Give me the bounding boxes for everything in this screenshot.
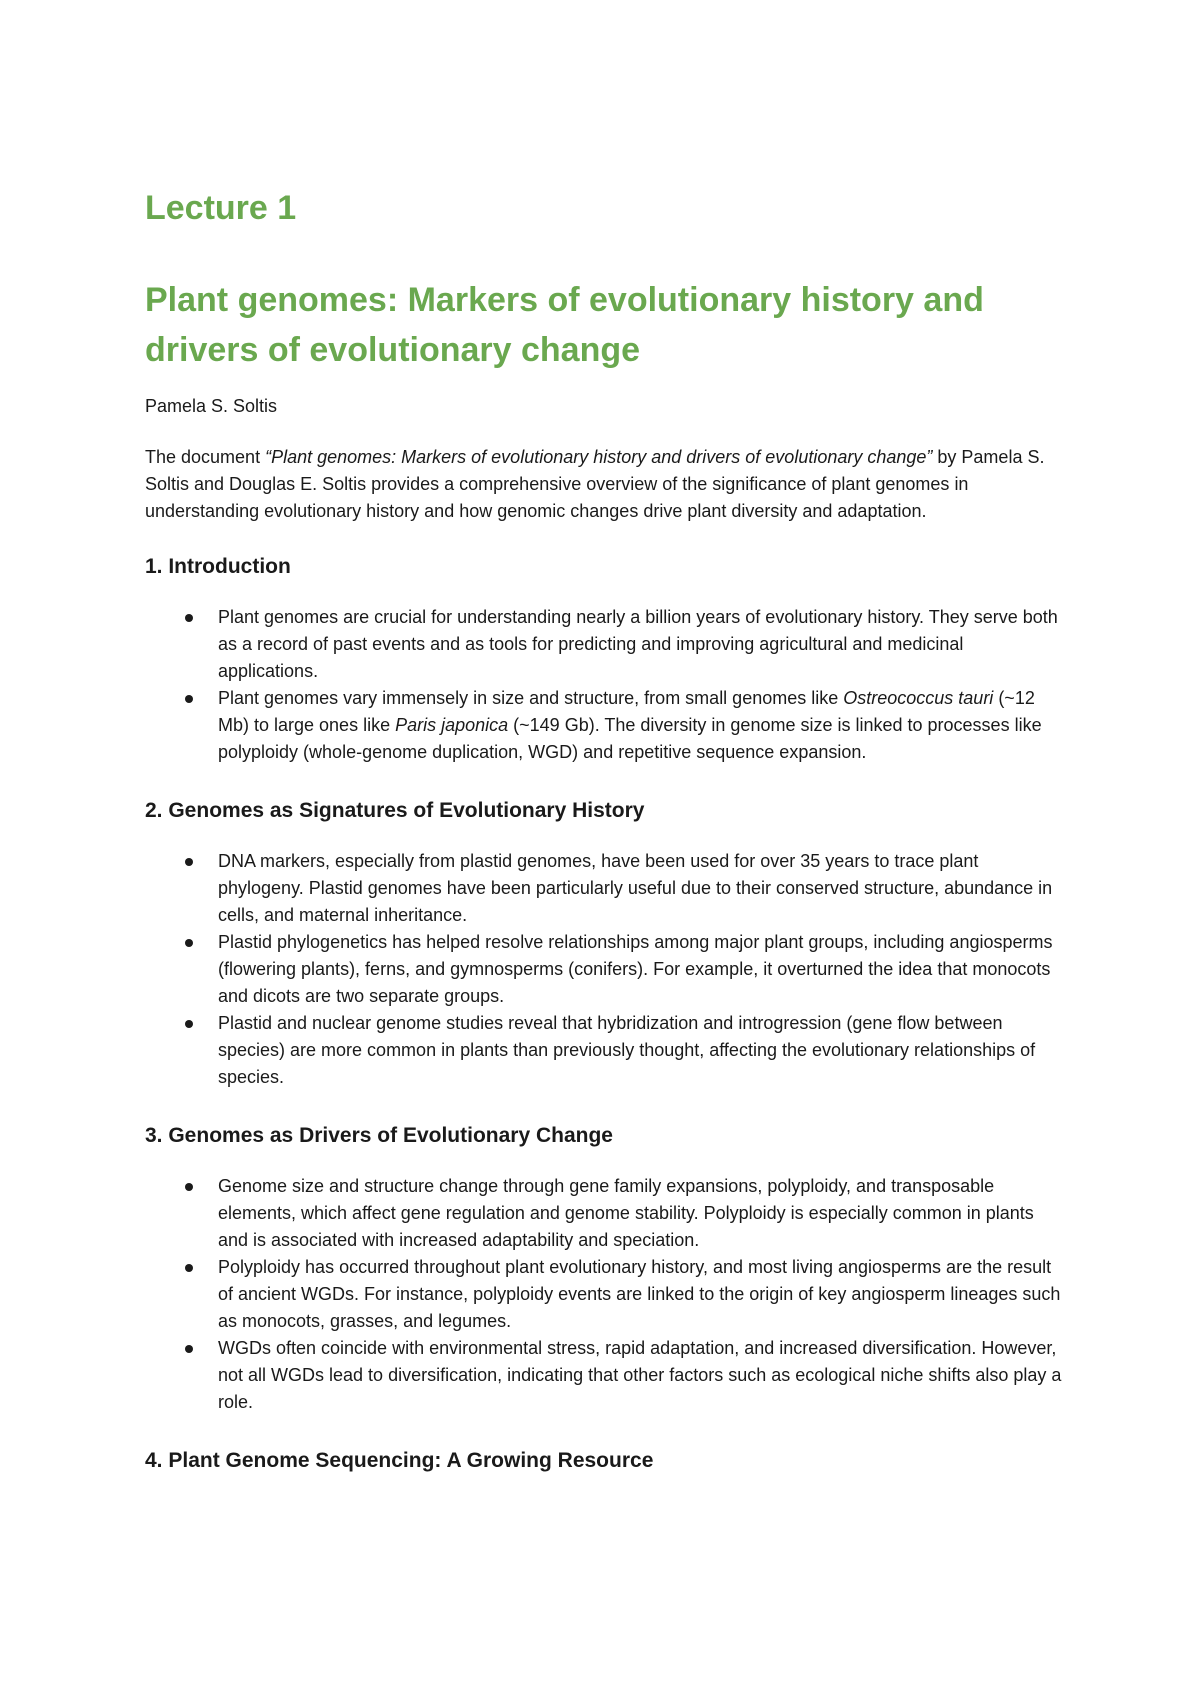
bullet-icon (185, 1020, 193, 1028)
document-page (145, 188, 1065, 1476)
bullet-text: WGDs often coincide with environmental stress, rapid adaptation, and increased diversification. However, not all WGDs lead to diversification, indicating that other factors such as ecological niche shifts also play a role. (218, 1338, 1062, 1412)
bullet-text: DNA markers, especially from plastid genomes, have been used for over 35 years to trace plant phylogeny. Plastid genomes have been particularly useful due to their conserved structure, abundance in cells, and maternal inheritance. (218, 851, 1053, 925)
list-item (145, 1254, 1065, 1335)
list-item (145, 685, 1065, 766)
list-item (145, 1335, 1065, 1416)
section-2-list (145, 848, 1065, 1091)
species-name: Paris japonica (395, 715, 509, 735)
bullet-icon (185, 1183, 193, 1191)
bullet-icon (185, 614, 193, 622)
section-3-list (145, 1173, 1065, 1416)
species-name: Ostreococcus tauri (843, 688, 994, 708)
intro-prefix: The document (145, 447, 266, 467)
document-title: Plant genomes: Markers of evolutionary history and drivers of evolutionary change (145, 281, 984, 369)
intro-italic-title: “Plant genomes: Markers of evolutionary history and drivers of evolutionary change” (265, 447, 933, 467)
intro-suffix: by Pamela S. Soltis and Douglas E. Soltis provides a comprehensive overview of the significance of plant genomes in understanding evolutionary history and how genomic changes drive plant diversity and adaptation. (145, 447, 1045, 521)
bullet-icon (185, 1345, 193, 1353)
bullet-text: Plastid and nuclear genome studies reveal that hybridization and introgression (gene flow between species) are more common in plants than previously thought, affecting the evolutionary relationships of species. (218, 1013, 1036, 1087)
bullet-text: Plant genomes are crucial for understanding nearly a billion years of evolutionary history. They serve both as a record of past events and as tools for predicting and improving agricultural and medicinal applications. (218, 607, 1058, 681)
section-heading-signatures: 2. Genomes as Signatures of Evolutionary History (145, 799, 645, 822)
intro-paragraph (145, 444, 1065, 525)
section-heading-drivers: 3. Genomes as Drivers of Evolutionary Change (145, 1124, 613, 1147)
bullet-text-part: (~12 Mb) to large ones like (218, 688, 1035, 735)
bullet-text: Polyploidy has occurred throughout plant evolutionary history, and most living angiosperms are the result of ancient WGDs. For instance, polyploidy events are linked to the origin of key angiosperm lineages such as monocots, grasses, and legumes. (218, 1257, 1061, 1331)
bullet-text: Genome size and structure change through gene family expansions, polyploidy, and transposable elements, which affect gene regulation and genome stability. Polyploidy is especially common in plants and is associated with increased adaptability and speciation. (218, 1176, 1034, 1250)
list-item (145, 1173, 1065, 1254)
section-1-list (145, 604, 1065, 766)
section-heading-introduction: 1. Introduction (145, 555, 291, 578)
list-item (145, 1010, 1065, 1091)
bullet-icon (185, 939, 193, 947)
bullet-icon (185, 858, 193, 866)
section-heading-sequencing: 4. Plant Genome Sequencing: A Growing Resource (145, 1449, 654, 1472)
list-item (145, 604, 1065, 685)
bullet-text: Plastid phylogenetics has helped resolve relationships among major plant groups, including angiosperms (flowering plants), ferns, and gymnosperms (conifers). For example, it overturned the idea that monocots and dicots are two separate groups. (218, 932, 1053, 1006)
list-item (145, 929, 1065, 1010)
bullet-icon (185, 1264, 193, 1272)
bullet-text-part: Plant genomes vary immensely in size and structure, from small genomes like (218, 688, 844, 708)
bullet-icon (185, 695, 193, 703)
bullet-text-part: (~149 Gb). The diversity in genome size is linked to processes like polyploidy (whole-genome duplication, WGD) and repetitive sequence expansion. (218, 715, 1042, 762)
lecture-label: Lecture 1 (145, 189, 297, 227)
author-name: Pamela S. Soltis (145, 396, 278, 416)
list-item (145, 848, 1065, 929)
